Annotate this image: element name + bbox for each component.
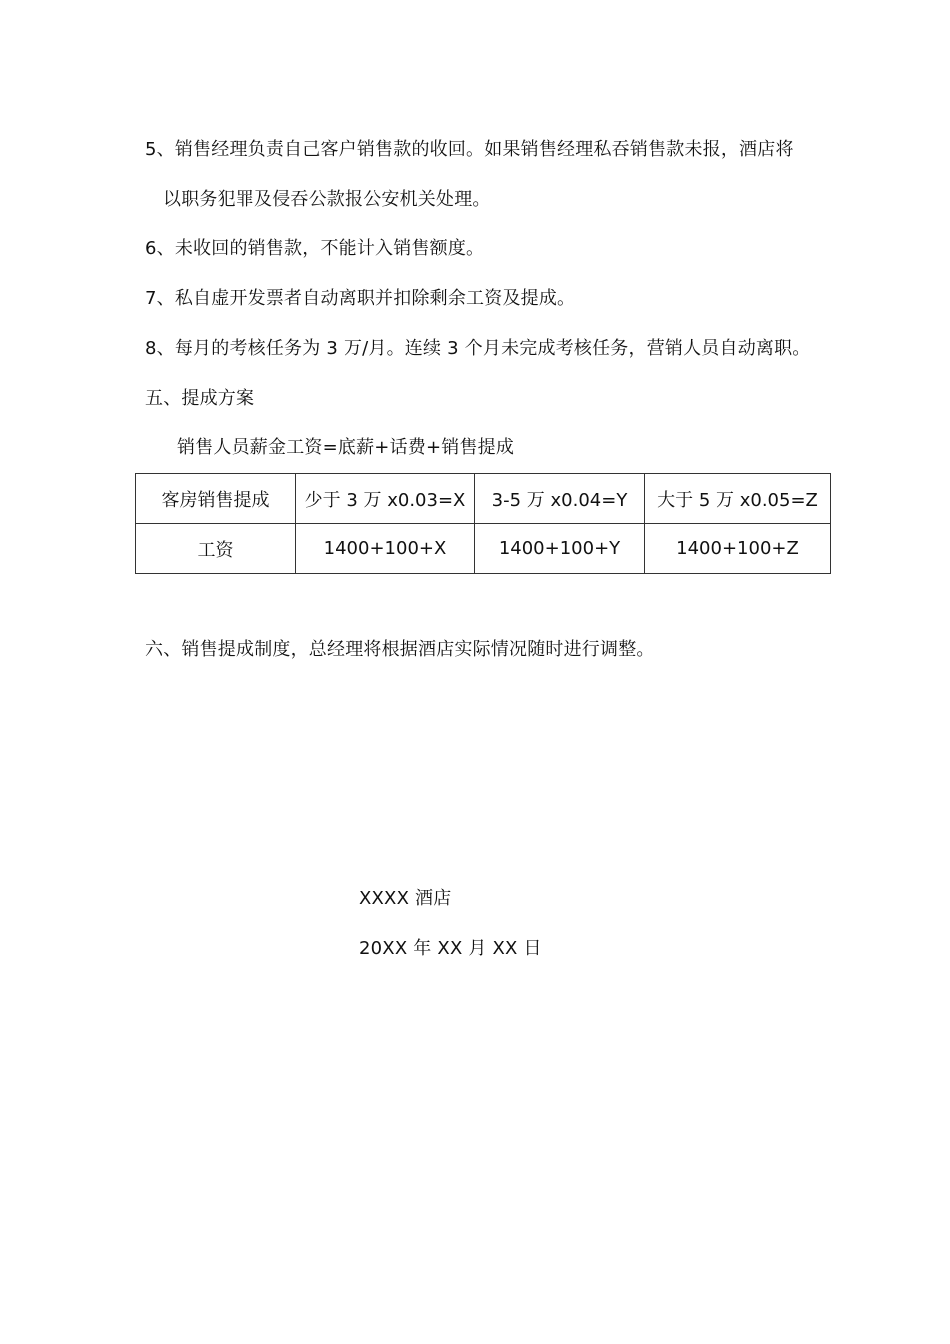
commission-table <box>135 473 831 574</box>
section-5-heading: 五、提成方案 <box>145 388 255 409</box>
table-row <box>136 474 831 524</box>
salary-formula: 销售人员薪金工资=底薪+话费+销售提成 <box>177 437 515 458</box>
rule-5-line-2: 以职务犯罪及侵吞公款报公安机关处理。 <box>163 189 491 210</box>
table-cell: 3-5 万 x0.04=Y <box>475 474 645 524</box>
table-cell: 1400+100+X <box>296 524 475 574</box>
section-6-text: 六、销售提成制度，总经理将根据酒店实际情况随时进行调整。 <box>145 639 655 660</box>
table-cell: 少于 3 万 x0.03=X <box>296 474 475 524</box>
rule-6: 6、未收回的销售款，不能计入销售额度。 <box>145 238 485 259</box>
table-cell: 1400+100+Y <box>475 524 645 574</box>
table-cell: 客房销售提成 <box>136 474 296 524</box>
signature-hotel: XXXX 酒店 <box>359 888 452 909</box>
table-cell: 大于 5 万 x0.05=Z <box>645 474 831 524</box>
rule-5-line-1: 5、销售经理负责自己客户销售款的收回。如果销售经理私吞销售款未报，酒店将 <box>145 139 794 160</box>
table-cell: 1400+100+Z <box>645 524 831 574</box>
table-row <box>136 524 831 574</box>
rule-7: 7、私自虚开发票者自动离职并扣除剩余工资及提成。 <box>145 288 576 309</box>
rule-8: 8、每月的考核任务为 3 万/月。连续 3 个月未完成考核任务，营销人员自动离职。 <box>145 338 811 359</box>
table-cell: 工资 <box>136 524 296 574</box>
signature-date: 20XX 年 XX 月 XX 日 <box>359 938 542 959</box>
